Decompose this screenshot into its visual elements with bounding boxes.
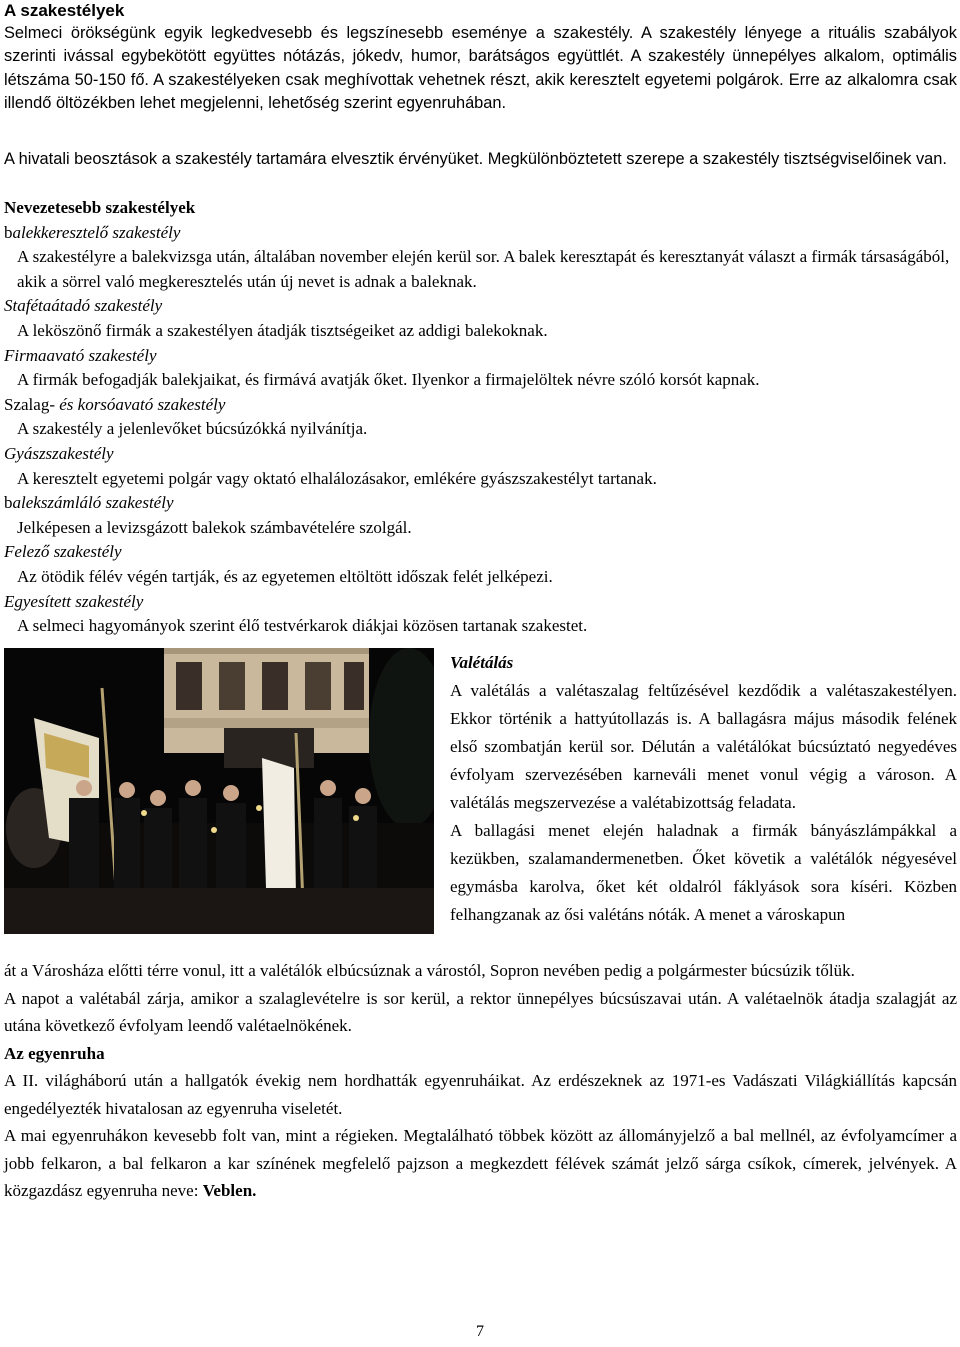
type-name: és korsóavató szakestély bbox=[54, 394, 226, 414]
uniform-paragraph: A II. világháború után a hallgatók évekig nem hordhatták egyenruháikat. Az erdészeknek az 1971-es Vadászati Világkiállítás kapcsán engedélyezték hivatalosan az egyenruha viseletét. bbox=[4, 1071, 957, 1118]
valetalas-paragraph: A napot a valétabál zárja, amikor a szalaglevételre is sor kerül, a rektor ünnepélyes búcsúszavai után. A valétaelnök átadja szalagját az utána következő évfolyam leendő valétaelnökének. bbox=[4, 988, 957, 1035]
list-item: balekkeresztelő szakestély bbox=[4, 222, 181, 242]
type-name: Firmaavató szakestély bbox=[4, 345, 157, 365]
type-name: Stafétaátadó szakestély bbox=[4, 296, 163, 316]
type-desc: Jelképesen a levizsgázott balekok számbavételére szolgál. bbox=[17, 517, 412, 537]
page-number: 7 bbox=[476, 1323, 484, 1340]
list-item bbox=[4, 294, 957, 319]
type-desc: Az ötödik félév végén tartják, és az egyetemen eltöltött időszak felét jelképezi. bbox=[17, 566, 553, 586]
type-desc: A firmák befogadják balekjaikat, és firmává avatják őket. Ilyenkor a firmajelöltek névre szóló korsót kapnak. bbox=[17, 370, 760, 390]
type-desc: A szakestély a jelenlevőket búcsúzókká nyilvánítja. bbox=[17, 419, 368, 439]
section-title: A szakestélyek bbox=[4, 1, 125, 20]
list-item bbox=[4, 540, 957, 565]
list-item bbox=[4, 590, 957, 615]
uniform-title: Az egyenruha bbox=[4, 1043, 105, 1063]
valetalas-title: Valétálás bbox=[450, 653, 514, 672]
intro-paragraph-2: A hivatali beosztások a szakestély tartamára elvesztik érvényüket. Megkülönböztetett szerepe a szakestély tisztségviselőinek van. bbox=[4, 150, 947, 168]
valetalas-paragraph-cont: át a Városháza előtti térre vonul, itt a valétálók elbúcsúznak a várostól, Sopron nevében pedig a polgármester búcsúzik tőlük. bbox=[4, 961, 855, 980]
type-name: Egyesített szakestély bbox=[4, 591, 144, 611]
intro-paragraph: Selmeci örökségünk egyik legkedvesebb és legszínesebb eseménye a szakestély. A szakestély lényege a rituális szabályok szerinti ivással egybekötött együttes nótázás, jókedv, humor, barátságos együttlét. A szakestély ünnepélyes alkalom, optimális létszáma 50-150 fő. A szakestélyeken csak meghívottak vehetnek részt, akik keresztelt egyetemi polgárok. Erre az alkalomra csak illendő öltözékben lehet megjelenni, lehetőség szerint egyenruhában. bbox=[4, 24, 957, 113]
uniform-paragraph: A mai egyenruhákon kevesebb folt van, mint a régieken. Megtalálható többek között az állományjelző a bal mellnél, az évfolyamcímer a jobb felkaron, a bal felkaron a kar színének megfelelő pajzson a megkezdett félévek számát jelző sárga csíkok, címerek, jelvények. A közgazdász egyenruha neve: Veblen. bbox=[4, 1126, 957, 1200]
uniform-name: Veblen. bbox=[202, 1181, 257, 1200]
type-name: alekszámláló szakestély bbox=[12, 493, 174, 513]
type-desc: A szakestélyre a balekvizsga után, általában november elején kerül sor. A balek keresztapát és keresztanyát választ a firmák társaságából, akik a sörrel való megkeresztelés után új nevet is adnak a baleknak. bbox=[17, 247, 950, 291]
list-item bbox=[4, 442, 957, 467]
szakestely-list bbox=[4, 196, 957, 639]
type-name: Gyászszakestély bbox=[4, 443, 114, 463]
valetalas-paragraph: A valétálás a valétaszalag feltűzésével kezdődik a valétaszakestélyen. Ekkor történik a hattyútollazás is. A ballagásra május második felének első szombatján kerül sor. Délután a valétálókat búcsúztató negyedéves évfolyam szervezésében karneváli menet vonul végig a városon. A valétálás megszervezése a valétabizottság feladata. bbox=[450, 681, 957, 812]
type-name: alekkeresztelő szakestély bbox=[12, 222, 181, 242]
procession-photo bbox=[4, 648, 434, 934]
type-desc: A keresztelt egyetemi polgár vagy oktató elhalálozásakor, emlékére gyászszakestélyt tartanak. bbox=[17, 468, 657, 488]
type-desc: A leköszönő firmák a szakestélyen átadják tisztségeiket az addigi balekoknak. bbox=[17, 320, 548, 340]
type-desc: A selmeci hagyományok szerint élő testvérkarok diákjai közösen tartanak szakestet. bbox=[17, 616, 588, 636]
list-item bbox=[4, 344, 957, 369]
list-item: Szalag- és korsóavató szakestély bbox=[4, 394, 226, 414]
valetalas-section bbox=[450, 649, 957, 929]
famous-heading: Nevezetesebb szakestélyek bbox=[4, 198, 196, 217]
bottom-text bbox=[4, 957, 957, 1205]
type-name: Felező szakestély bbox=[4, 542, 122, 562]
valetalas-paragraph: A ballagási menet elején haladnak a firmák bányászlámpákkal a kezükben, szalamandermenetben. Őket követik a valétálók négyesével egymásba karolva, őket két oldalról fáklyások sora kíséri. Közben felhangzanak az ősi valétáns nóták. A menet a városkapun bbox=[450, 821, 957, 924]
list-item: balekszámláló szakestély bbox=[4, 493, 174, 513]
